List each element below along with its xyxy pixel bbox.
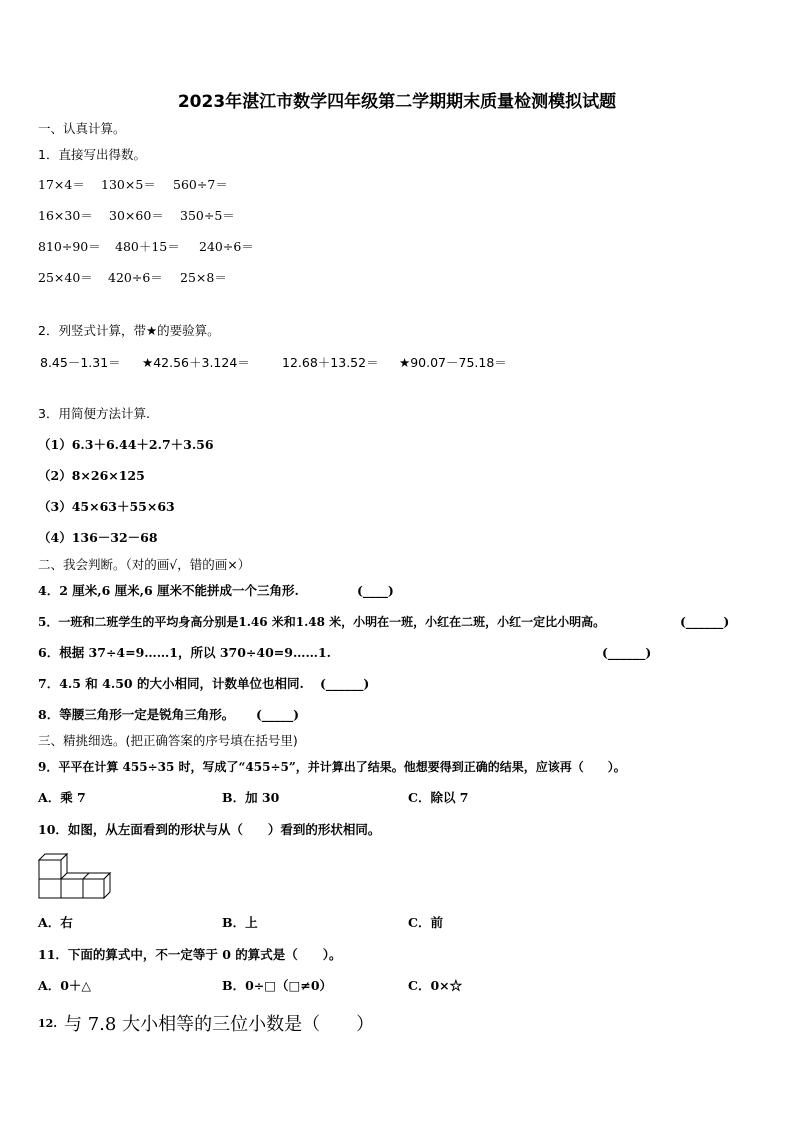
answer-blank[interactable]: (____)	[357, 583, 394, 598]
q1-item: 480＋15＝	[115, 239, 180, 254]
section-2-heading: 二、我会判断。（对的画√，错的画×）	[38, 557, 251, 572]
q1-item: 30×60＝	[109, 208, 164, 223]
q11-option-b[interactable]: B．0÷□（□≠0）	[222, 978, 333, 993]
q3-item: （1）6.3＋6.44＋2.7＋3.56	[38, 437, 214, 452]
q11-option-c[interactable]: C．0×☆	[408, 978, 463, 993]
q1-item: 25×40＝	[38, 270, 93, 285]
q2-item: 12.68＋13.52＝	[282, 355, 379, 370]
q3-label: 3．用简便方法计算.	[38, 406, 150, 421]
q9-option-a[interactable]: A．乘 7	[38, 790, 86, 805]
q1-label: 1．直接写出得数。	[38, 147, 146, 162]
answer-blank[interactable]: (______)	[320, 676, 370, 691]
q1-item: 25×8＝	[180, 270, 227, 285]
q2-label: 2．列竖式计算，带★的要验算。	[38, 323, 220, 338]
q1-item: 130×5＝	[101, 177, 156, 192]
q1-item: 810÷90＝	[38, 239, 101, 254]
answer-blank[interactable]: (______)	[680, 614, 730, 629]
section-1-heading: 一、认真计算。	[38, 121, 126, 136]
q1-item: 420÷6＝	[108, 270, 163, 285]
q1-item: 240÷6＝	[199, 239, 254, 254]
section-3-heading: 三、精挑细选。(把正确答案的序号填在括号里)	[38, 733, 298, 748]
q10-option-a[interactable]: A．右	[38, 915, 73, 930]
q1-item: 560÷7＝	[173, 177, 228, 192]
q10-option-b[interactable]: B．上	[222, 915, 258, 930]
judge-item: 5．一班和二班学生的平均身高分别是1.46 米和1.48 米，小明在一班，小红在二班，小红一定比小明高。	[38, 615, 606, 629]
q9-option-b[interactable]: B．加 30	[222, 790, 280, 805]
q2-item: ★42.56＋3.124＝	[142, 355, 250, 370]
page-title: 2023年湛江市数学四年级第二学期期末质量检测模拟试题	[177, 92, 617, 112]
q12-number: 12.	[38, 1017, 58, 1030]
q9-option-c[interactable]: C．除以 7	[408, 790, 469, 805]
q11-stem: 11．下面的算式中，不一定等于 0 的算式是（ ）。	[38, 947, 342, 962]
q3-item: （4）136－32－68	[38, 530, 158, 545]
q3-item: （3）45×63＋55×63	[38, 499, 175, 514]
q11-option-a[interactable]: A．0＋△	[38, 978, 92, 993]
judge-item: 7．4.5 和 4.50 的大小相同，计数单位也相同.	[38, 676, 304, 691]
q2-item: ★90.07－75.18＝	[399, 355, 507, 370]
judge-item: 6．根据 37÷4=9……1，所以 370÷40=9……1.	[38, 645, 332, 660]
judge-item: 4．2 厘米,6 厘米,6 厘米不能拼成一个三角形.	[38, 583, 299, 598]
q1-item: 17×4＝	[38, 177, 85, 192]
q10-option-c[interactable]: C．前	[408, 915, 443, 930]
cubes-figure	[37, 850, 113, 900]
answer-blank[interactable]: (______)	[602, 645, 652, 660]
answer-blank[interactable]: (_____)	[256, 707, 300, 722]
q2-item: 8.45－1.31＝	[40, 355, 121, 370]
q9-stem: 9．平平在计算 455÷35 时，写成了“455÷5”，并计算出了结果。他想要得到正确的结果，应该再（ ）。	[38, 760, 626, 774]
q12-stem: 与 7.8 大小相等的三位小数是（ ）	[64, 1014, 375, 1035]
q1-item: 16×30＝	[38, 208, 93, 223]
q3-item: （2）8×26×125	[38, 468, 145, 483]
q1-item: 350÷5＝	[180, 208, 235, 223]
judge-item: 8．等腰三角形一定是锐角三角形。	[38, 707, 235, 722]
q10-stem: 10．如图，从左面看到的形状与从（ ）看到的形状相同。	[38, 822, 381, 837]
